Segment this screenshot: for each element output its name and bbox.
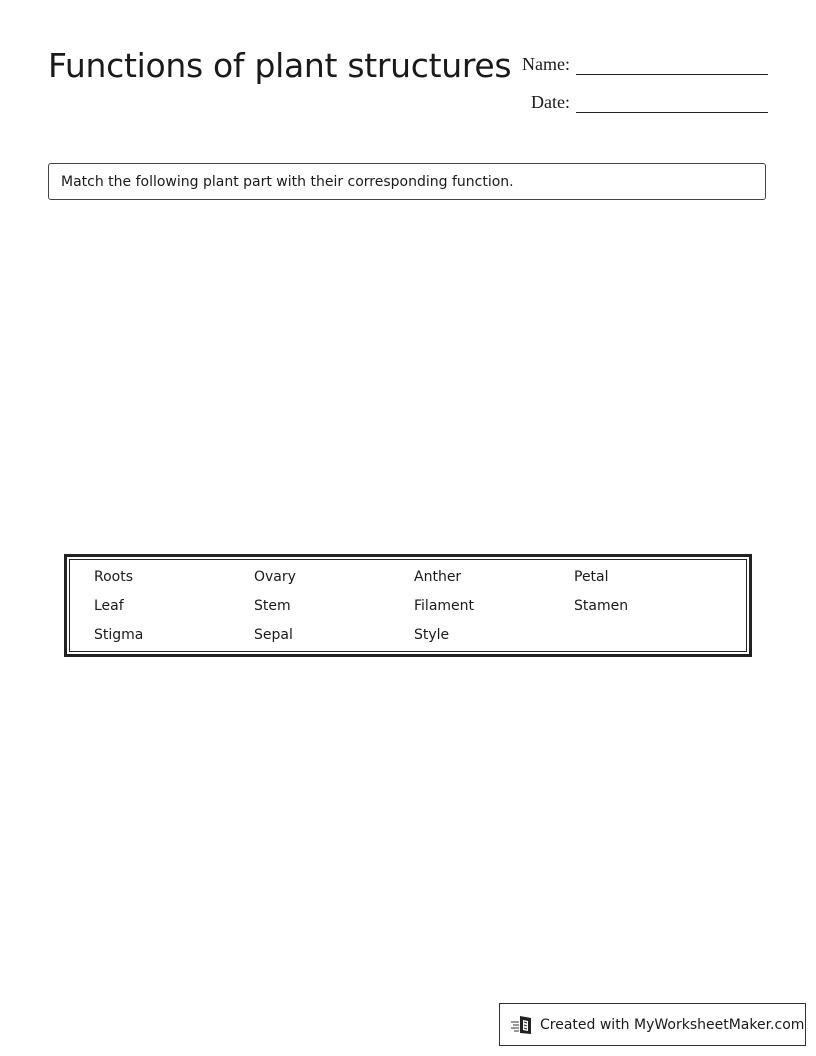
- date-field: [510, 90, 768, 113]
- word-bank-item: Filament: [414, 598, 475, 614]
- name-blank-line: [576, 52, 768, 75]
- word-bank-item: Stem: [254, 598, 291, 614]
- name-field: [510, 52, 768, 75]
- word-bank-item: Roots: [94, 569, 134, 585]
- date-blank-line: [576, 90, 768, 113]
- name-label: Name:: [522, 54, 570, 74]
- word-bank-item: Stigma: [94, 627, 144, 643]
- word-bank-item: Ovary: [254, 569, 296, 585]
- word-bank-item: Sepal: [254, 627, 293, 643]
- word-bank-item: Style: [414, 627, 450, 643]
- worksheet-maker-logo-icon: [510, 1014, 534, 1036]
- footer-credit[interactable]: [499, 1003, 806, 1046]
- instructions-text: Match the following plant part with their corresponding function.: [61, 173, 514, 190]
- footer-text: Created with MyWorksheetMaker.com: [540, 1016, 805, 1033]
- date-label: Date:: [531, 92, 570, 112]
- word-bank-item: Anther: [414, 569, 462, 585]
- word-bank-item: Petal: [574, 569, 609, 585]
- instructions-box: [48, 163, 766, 200]
- word-bank: [64, 554, 752, 657]
- word-bank-inner: [69, 559, 747, 652]
- word-bank-item: Stamen: [574, 598, 629, 614]
- page-title: Functions of plant structures: [48, 46, 512, 85]
- word-bank-item: Leaf: [94, 598, 124, 614]
